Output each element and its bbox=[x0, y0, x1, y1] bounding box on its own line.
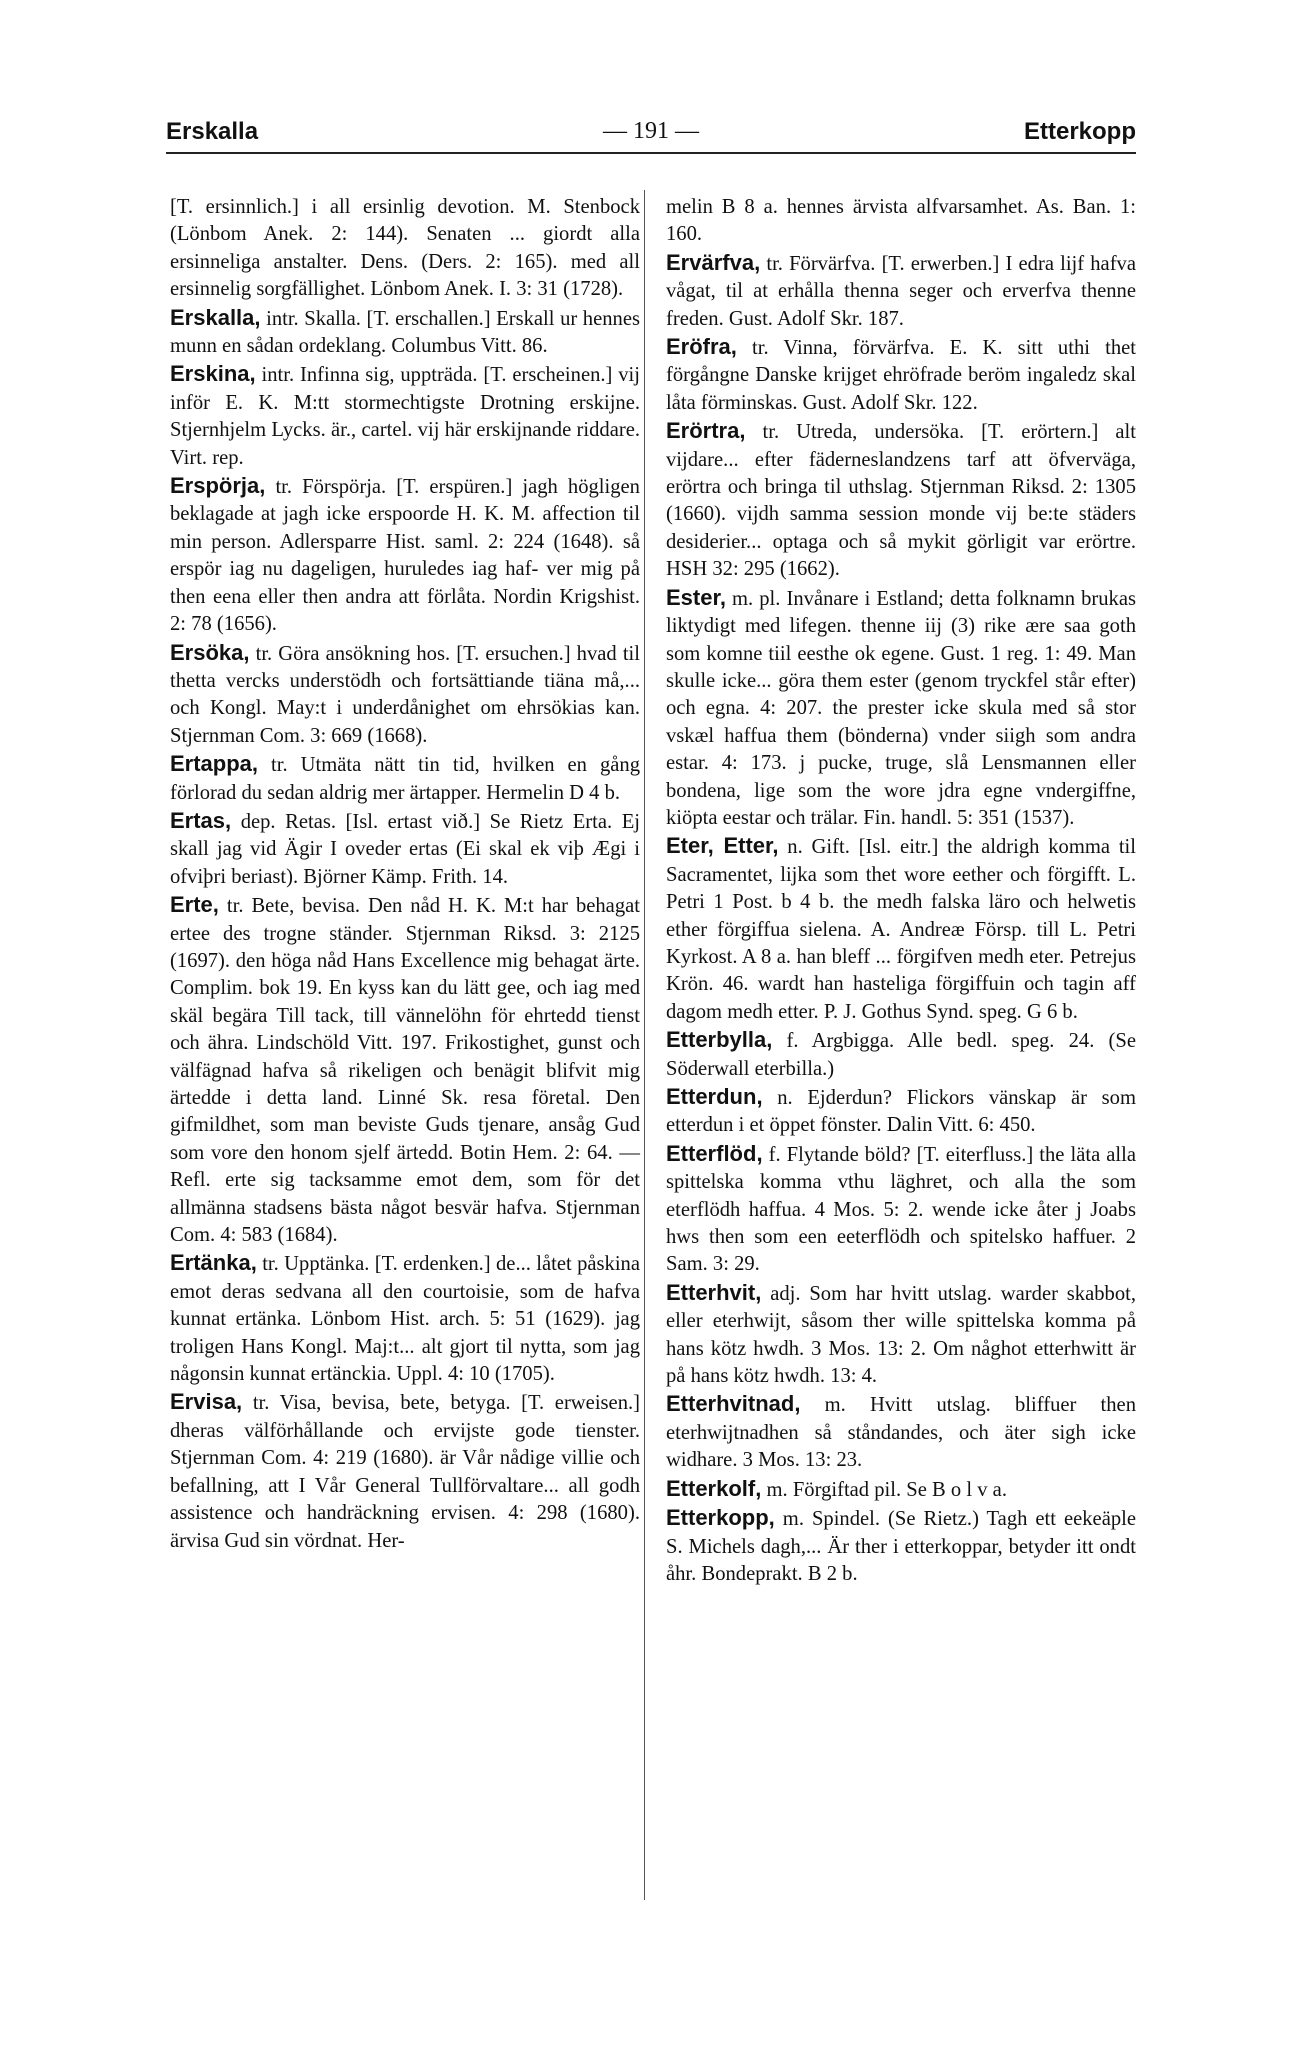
dictionary-entry bbox=[170, 1388, 640, 1554]
entry-text: tr. Bete, bevisa. Den nåd H. K. M:t har behagat ertee des trogne ständer. Stjernman Riksd. 3: 2125 (1697). den höga nåd Hans Excellence mig behagat ärte. Complim. bok 19. En kyss kan du lätt gee, och iag med skäl begära Till tack, till vännelöhn för ehrtedd tienst och ähra. Lindschöld Vitt. 197. Frikostighet, gunst och välfägnad hafva så rikeligen och benägit blifvit mig ärtedde i detta land. Linné Sk. resa företal. Den gifmildhet, som man beviste Guds tjenare, ansåg Gud som vore den honom sjelf ärtedd. Botin Hem. 2: 64. — Refl. erte sig tacksamme emot dem, som för det allmänna stadsens bästa något besvär hafva. Stjernman Com. 4: 583 (1684). bbox=[170, 895, 640, 1247]
dictionary-entry bbox=[666, 584, 1136, 833]
headword: Etterkopp, bbox=[666, 1505, 775, 1531]
headword: Etterbylla, bbox=[666, 1027, 773, 1053]
headword: Ersöka, bbox=[170, 639, 250, 665]
dictionary-entry bbox=[666, 192, 1136, 249]
headword: Ertappa, bbox=[170, 751, 259, 777]
dictionary-entry bbox=[170, 807, 640, 891]
dictionary-entry bbox=[666, 1475, 1136, 1504]
headword: Ertänka, bbox=[170, 1250, 257, 1276]
entry-text: dep. Retas. [Isl. ertast við.] Se Rietz Erta. Ej skall jag vid Ägir I oveder ertas (Ei skal ek viþ Ægi i ofviþri beriast). Björner Kämp. Frith. 14. bbox=[170, 810, 640, 888]
dictionary-entry bbox=[666, 832, 1136, 1026]
headword: Erörtra, bbox=[666, 418, 746, 444]
entry-text: tr. Visa, bevisa, bete, betyga. [T. erweisen.] dheras välförhållande och ervijste gode tienster. Stjernman Com. 4: 219 (1680). är Vår nådige villie och befallning, att I Vår General Tullförvaltare... all godh assistence och handräckning ervisen. 4: 298 (1680). ärvisa Gud sin vördnat. Her- bbox=[170, 1392, 640, 1552]
dictionary-entry bbox=[666, 249, 1136, 333]
dictionary-entry bbox=[666, 417, 1136, 583]
headword: Eter, Etter, bbox=[666, 833, 779, 859]
dictionary-entry bbox=[170, 472, 640, 638]
headword: Eröfra, bbox=[666, 334, 737, 360]
entry-text: intr. Infinna sig, uppträda. [T. erscheinen.] vij inför E. K. M:tt stormechtigste Drotning erskijne. Stjernhjelm Lycks. är., cartel. vij här erskijnande riddare. Virt. rep. bbox=[170, 364, 640, 469]
headword: Ervärfva, bbox=[666, 249, 761, 275]
dictionary-entry bbox=[170, 1249, 640, 1388]
dictionary-entry bbox=[170, 360, 640, 472]
headword: Etterhvit, bbox=[666, 1279, 762, 1305]
headword: Erspörja, bbox=[170, 473, 266, 499]
headword: Etterhvitnad, bbox=[666, 1391, 801, 1417]
entry-text: tr. Förspörja. [T. erspüren.] jagh högligen beklagade at jagh icke erspoorde H. K. M. affection til min person. Adlersparre Hist. saml. 2: 224 (1648). så erspör iag nu dageligen, huruledes iag haf- ver mig på then eena eller then andra att förlåta. Nordin Krigshist. 2: 78 (1656). bbox=[170, 476, 640, 636]
entry-text: [T. ersinnlich.] i all ersinlig devotion. M. Stenbock (Lönbom Anek. 2: 144). Senaten ... giordt alla ersinneliga anstalter. Dens. (Ders. 2: 165). med all ersinnelig sorgfällighet. Lönbom Anek. I. 3: 31 (1728). bbox=[170, 196, 640, 301]
dictionary-entry bbox=[666, 1390, 1136, 1474]
dictionary-entry bbox=[666, 1083, 1136, 1140]
entry-text: f. Argbigga. Alle bedl. speg. 24. (Se Söderwall eterbilla.) bbox=[666, 1030, 1136, 1080]
entry-text: n. Ejderdun? Flickors vänskap är som etterdun i et öppet fönster. Dalin Vitt. 6: 450. bbox=[666, 1087, 1136, 1137]
entry-text: adj. Som har hvitt utslag. warder skabbot, eller eterhwijt, såsom ther wille spittelska komma på hans kötz hwdh. 3 Mos. 13: 2. Om någhot etterhwitt är på hans kötz hwdh. 13: 4. bbox=[666, 1282, 1136, 1388]
entry-text: m. Spindel. (Se Rietz.) Tagh ett eekeäple S. Michels dagh,... Är ther i etterkoppar, betyder itt ondt åhr. Bondeprakt. B 2 b. bbox=[666, 1508, 1137, 1585]
headword: Ester, bbox=[666, 584, 726, 610]
entry-text: intr. Skalla. [T. erschallen.] Erskall ur hennes munn en sådan ordeklang. Columbus Vitt. 86. bbox=[170, 307, 640, 358]
entry-text: tr. Upptänka. [T. erdenken.] de... låtet påskina emot deras sedvana all den courtoisie, som de hafva kunnat ertänka. Lönbom Hist. arch. 5: 51 (1629). jag troligen Hans Kongl. Maj:t... alt gjort til nytta, som jag någonsin kunnat ertänckia. Uppl. 4: 10 (1705). bbox=[170, 1253, 640, 1386]
column-divider bbox=[644, 190, 645, 1900]
entry-text: tr. Utreda, undersöka. [T. erörtern.] alt vijdare... efter fäderneslandzens tarf att öfverväga, erörtra och bringa til uthslag. Stjernman Riksd. 2: 1305 (1660). vijdh samma session monde vij be:te städers desiderier... optaga och så mykit görligit var erörtre. HSH 32: 295 (1662). bbox=[666, 421, 1136, 581]
dictionary-entry bbox=[170, 304, 640, 361]
dictionary-entry bbox=[666, 333, 1136, 417]
dictionary-entry bbox=[170, 192, 640, 304]
entry-text: tr. Vinna, förvärfva. E. K. sitt uthi thet förgångne Danske krijget ehröfrade beröm ingaledz skal låta förminskas. Gust. Adolf Skr. 122. bbox=[666, 337, 1136, 414]
entry-text: m. Hvitt utslag. bliffuer then eterhwijtnadhen så ståndandes, och äter sigh icke widhare. 3 Mos. 13: 23. bbox=[666, 1394, 1136, 1472]
headword: Erskina, bbox=[170, 361, 256, 387]
dictionary-entry bbox=[666, 1026, 1136, 1083]
entry-text: melin B 8 a. hennes ärvista alfvarsamhet. As. Ban. 1: 160. bbox=[666, 196, 1136, 246]
right-column bbox=[666, 192, 1136, 1588]
entry-text: tr. Utmäta nätt tin tid, hvilken en gång förlorad du sedan aldrig mer ärtapper. Hermelin D 4 b. bbox=[170, 754, 640, 804]
header-first-word: Erskalla bbox=[166, 118, 259, 145]
dictionary-entry bbox=[666, 1140, 1136, 1279]
headword: Ertas, bbox=[170, 807, 232, 833]
entry-text: tr. Göra ansökning hos. [T. ersuchen.] hvad til thetta vercks understödh och fortsättiande tiäna må,... och Kongl. May:t i underdånighet om ehrsökias kan. Stjernman Com. 3: 669 (1668). bbox=[170, 642, 640, 747]
dictionary-entry bbox=[666, 1504, 1136, 1588]
headword: Etterflöd, bbox=[666, 1140, 763, 1166]
entry-text: m. pl. Invånare i Estland; detta folknamn brukas liktydigt med lifegen. thenne iij (3) rike ære saa goth som komne tiil eesthe ok egene. Gust. 1 reg. 1: 49. Man skulle icke... göra them ester (genom tryckfel står efter) och egna. 4: 207. the prester icke skula med så stor vskæl haffua them (bönderna) vnder siigh som andra estar. 4: 173. j pucke, truge, slå Lensmannen eller bondena, lige som the wore jdra egne vndergiffne, kiöpta eestar och trälar. Fin. handl. 5: 351 (1537). bbox=[666, 587, 1136, 829]
dictionary-entry bbox=[666, 1279, 1136, 1391]
page-number: — 191 — bbox=[603, 118, 699, 144]
header-last-word: Etterkopp bbox=[1023, 118, 1136, 145]
dictionary-entry bbox=[170, 891, 640, 1249]
entry-text: n. Gift. [Isl. eitr.] the aldrigh komma til Sacramentet, lijka som thet wore eether och förgifft. L. Petri 1 Post. b 4 b. the medh falska läro och helwetis ether förgiffua sielena. A. Andreæ Försp. till L. Petri Kyrkost. A 8 a. han bleff ... förgifven medh eter. Petrejus Krön. 46. wardt han hasteliga förgiffuin och tagin aff dagom medh etter. P. J. Gothus Synd. speg. G 6 b. bbox=[666, 836, 1136, 1023]
dictionary-entry bbox=[170, 639, 640, 751]
entry-text: tr. Förvärfva. [T. erwerben.] I edra lijf hafva vågat, til at erhålla thenna seger och erverfva thenne freden. Gust. Adolf Skr. 187. bbox=[666, 252, 1136, 330]
headword: Erskalla, bbox=[170, 304, 261, 330]
headword: Etterdun, bbox=[666, 1084, 763, 1109]
running-header bbox=[166, 112, 1136, 154]
headword: Etterkolf, bbox=[666, 1475, 762, 1501]
entry-text: m. Förgiftad pil. Se B o l v a. bbox=[766, 1478, 1007, 1501]
left-column bbox=[170, 192, 640, 1555]
headword: Ervisa, bbox=[170, 1389, 243, 1415]
entry-text: f. Flytande böld? [T. eiterfluss.] the läta alla spittelska komma vthu läghret, och alla the som eterflödh haffua. 4 Mos. 5: 2. wende icke åter j Joabs hws then som een eeterflödh och spitelsko haffuer. 2 Sam. 3: 29. bbox=[666, 1143, 1136, 1276]
headword: Erte, bbox=[170, 892, 219, 918]
dictionary-entry bbox=[170, 750, 640, 807]
